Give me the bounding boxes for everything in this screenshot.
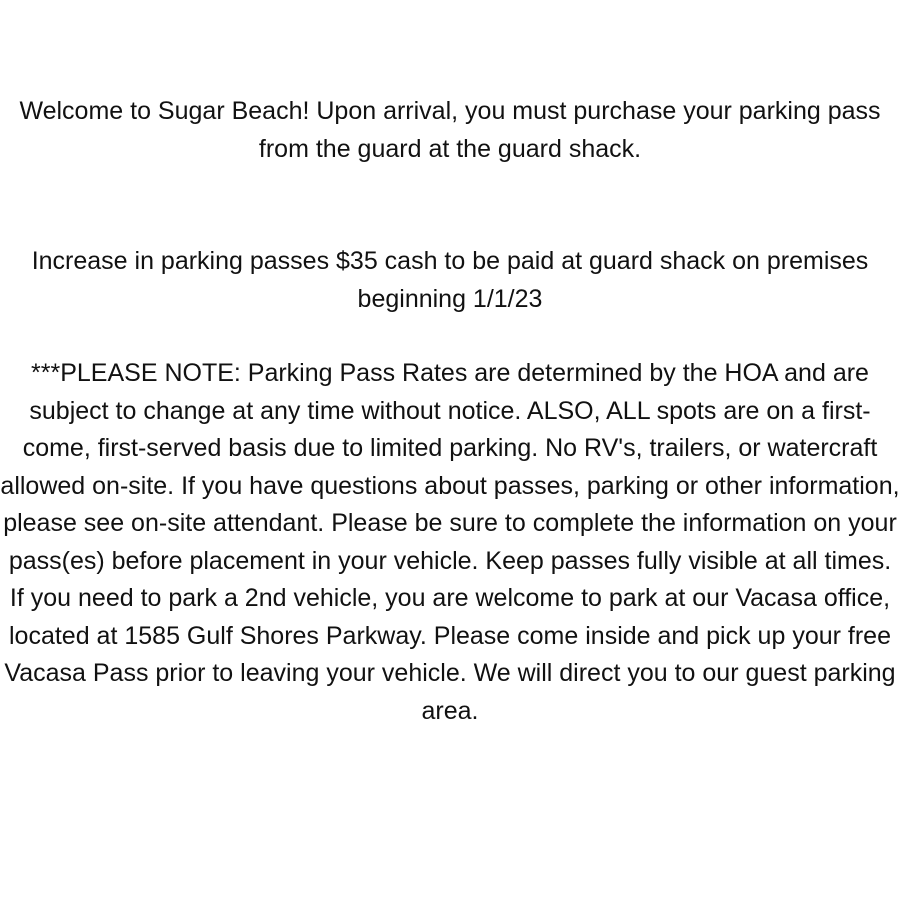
please-note-paragraph: ***PLEASE NOTE: Parking Pass Rates are determined by the HOA and are subject to change at any time without notice. ALSO, ALL spots are on a first-come, first-served basis due to limited parking. No RV's, trailers, or watercraft allowed on-site. If you have questions about passes, parking or other information, please see on-site attendant. Please be sure to complete the information on your pass(es) before placement in your vehicle. Keep passes fully visible at all times. If you need to park a 2nd vehicle, you are welcome to park at our Vacasa office, located at 1585 Gulf Shores Parkway. Please come inside and pick up your free Vacasa Pass prior to leaving your vehicle. We will direct you to our guest parking area. [0,359,900,725]
welcome-paragraph: Welcome to Sugar Beach! Upon arrival, you must purchase your parking pass from the guard at the guard shack. [19,97,881,163]
price-increase-paragraph: Increase in parking passes $35 cash to be paid at guard shack on premises beginning 1/1/23 [31,247,869,313]
